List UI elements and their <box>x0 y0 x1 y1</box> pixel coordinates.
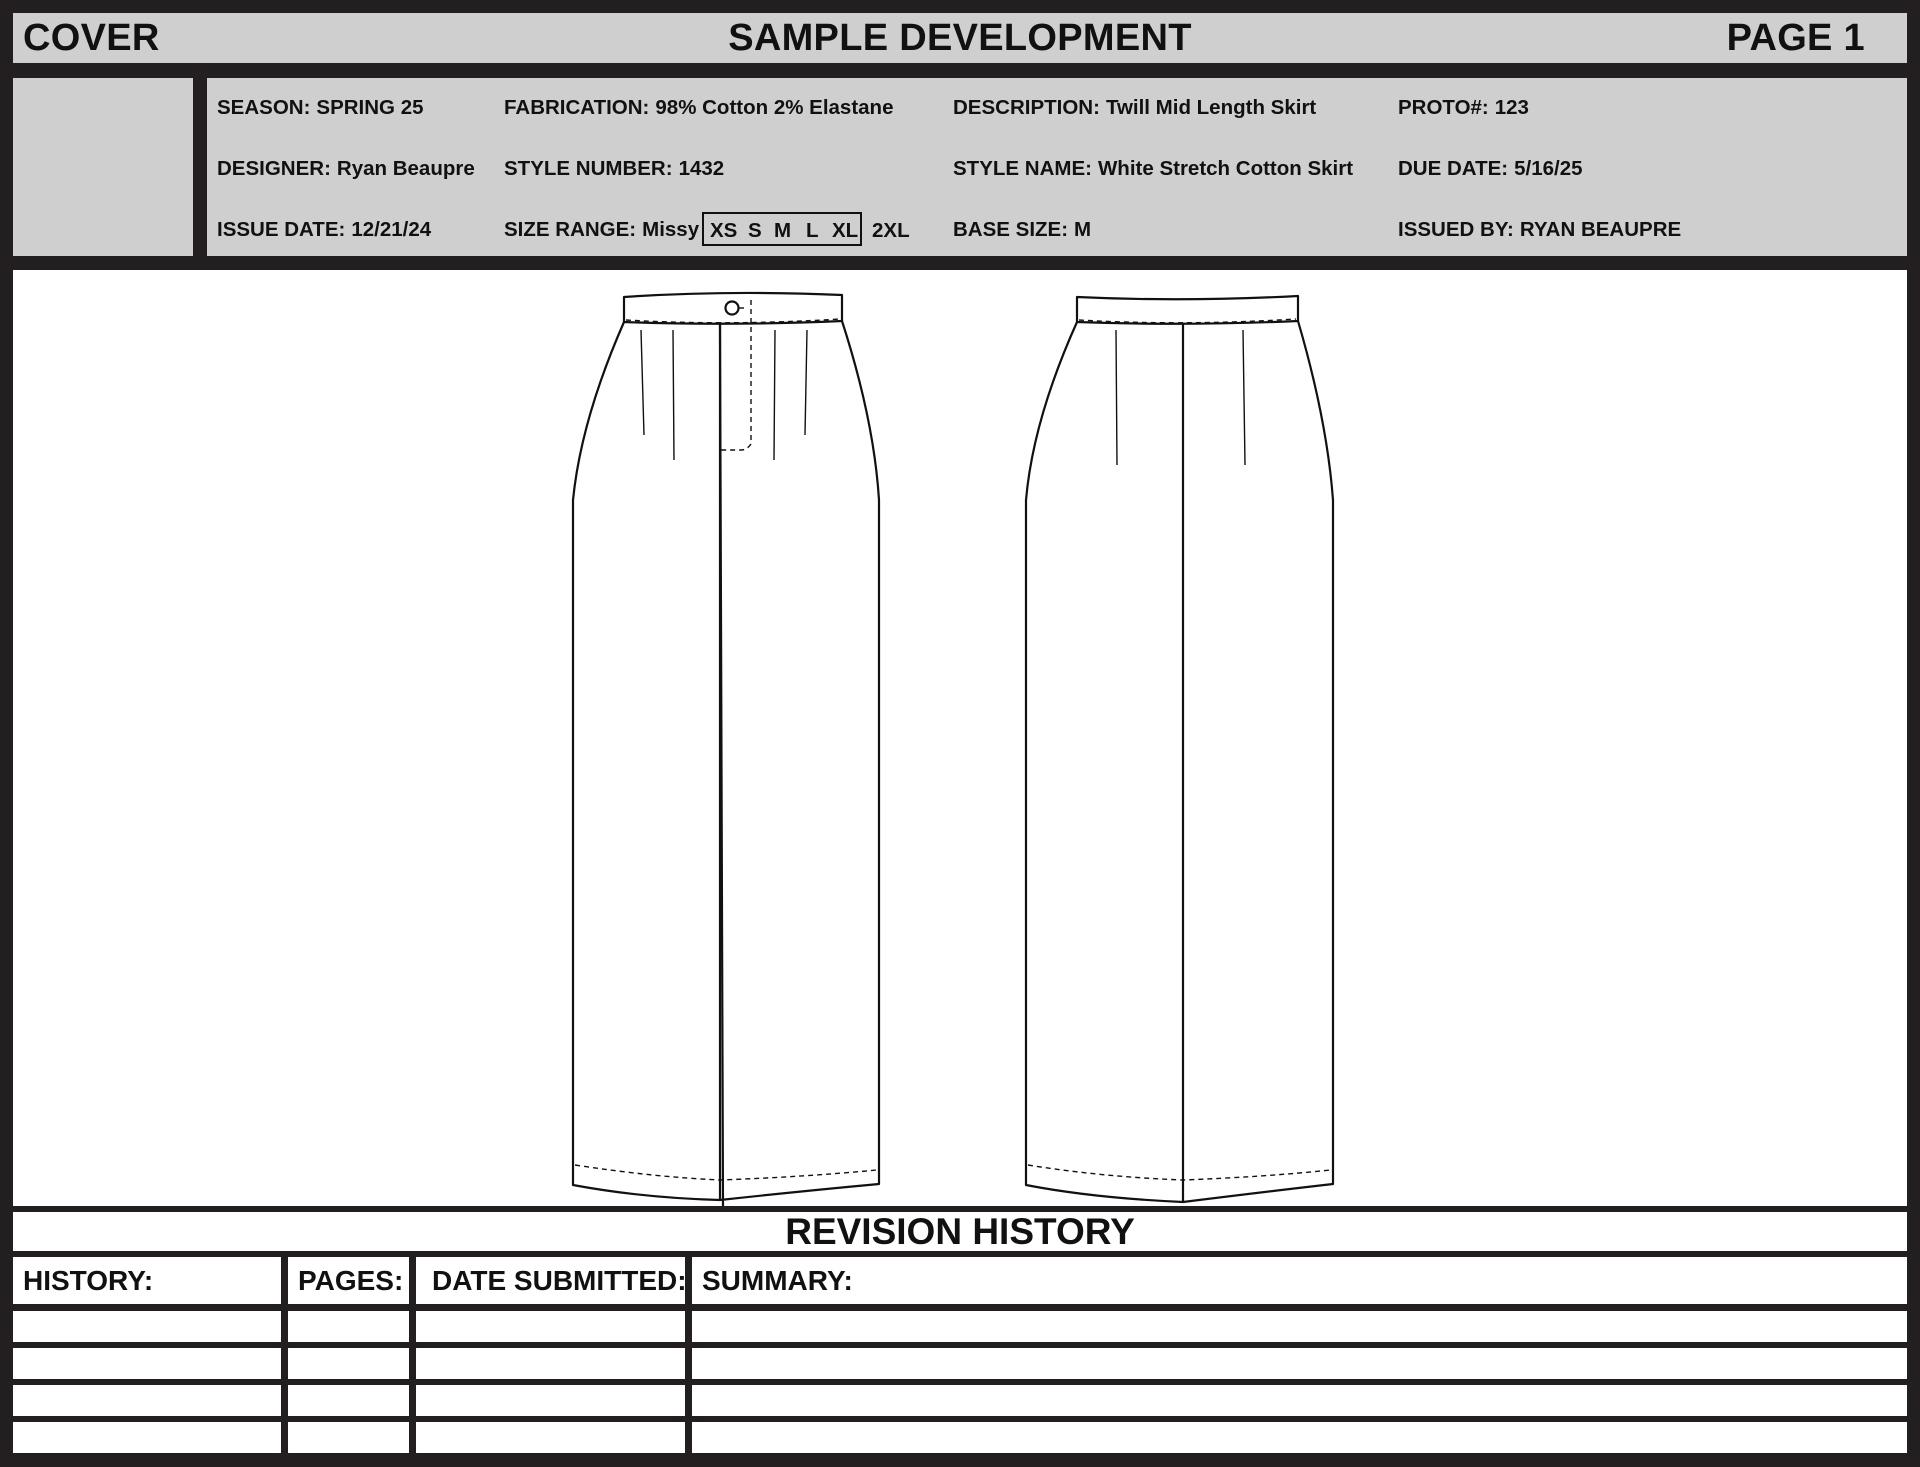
proto-field <box>1398 96 1529 120</box>
col-summary-header <box>692 1257 1907 1304</box>
table-row-2-pages[interactable] <box>288 1348 409 1379</box>
header-bar <box>13 13 1907 63</box>
col-history-label: HISTORY: <box>23 1265 154 1296</box>
col-pages-label: PAGES: <box>298 1265 404 1296</box>
proto-label: PROTO#: <box>1398 96 1489 119</box>
col-summary-label: SUMMARY: <box>702 1265 853 1296</box>
issued-by-label: ISSUED BY: <box>1398 218 1514 241</box>
section-label: COVER <box>23 17 160 59</box>
description-value: Twill Mid Length Skirt <box>1105 96 1317 119</box>
size-m: M <box>774 219 792 242</box>
table-row-3-history[interactable] <box>13 1385 281 1416</box>
issue-date-label: ISSUE DATE: <box>217 218 346 241</box>
front-right-panel <box>720 321 879 1200</box>
front-waistband <box>624 293 842 324</box>
skirt-flat-sketches <box>13 270 1907 1206</box>
revision-history-band <box>13 1212 1907 1251</box>
table-row-1-history[interactable] <box>13 1311 281 1342</box>
table-row-1-summary[interactable] <box>692 1311 1907 1342</box>
size-s: S <box>748 219 762 242</box>
table-row-2-summary[interactable] <box>692 1348 1907 1379</box>
season-field <box>217 96 424 120</box>
skirt-front-view <box>573 293 879 1206</box>
style-name-field <box>953 157 1353 181</box>
table-row-4-date[interactable] <box>416 1422 685 1453</box>
back-right-panel <box>1183 321 1333 1202</box>
table-row-3-pages[interactable] <box>288 1385 409 1416</box>
col-history-header <box>13 1257 281 1304</box>
col-pages-header <box>288 1257 409 1304</box>
document-title: SAMPLE DEVELOPMENT <box>728 17 1192 59</box>
button-icon <box>726 302 739 315</box>
skirt-back-view <box>1026 296 1333 1202</box>
table-row-4-summary[interactable] <box>692 1422 1907 1453</box>
front-left-panel <box>573 322 720 1200</box>
fabrication-label: FABRICATION: <box>504 96 650 119</box>
size-range-label: SIZE RANGE: <box>504 218 637 241</box>
due-date-value: 5/16/25 <box>1514 157 1583 180</box>
table-row-1-pages[interactable] <box>288 1311 409 1342</box>
issued-by-value: RYAN BEAUPRE <box>1519 218 1682 241</box>
size-xs: XS <box>710 219 738 242</box>
technical-sketch-area <box>13 270 1907 1206</box>
style-number-value: 1432 <box>678 157 725 180</box>
description-field <box>953 96 1316 120</box>
issued-by-field <box>1398 218 1681 242</box>
table-row-2-date[interactable] <box>416 1348 685 1379</box>
proto-value: 123 <box>1494 96 1529 119</box>
season-value: SPRING 25 <box>316 96 424 119</box>
season-label: SEASON: <box>217 96 311 119</box>
size-xl: XL <box>832 219 859 242</box>
table-row-1-date[interactable] <box>416 1311 685 1342</box>
table-row-2-history[interactable] <box>13 1348 281 1379</box>
style-name-value: White Stretch Cotton Skirt <box>1097 157 1354 180</box>
table-row-3-summary[interactable] <box>692 1385 1907 1416</box>
table-row-4-pages[interactable] <box>288 1422 409 1453</box>
page-number: PAGE 1 <box>1726 17 1865 59</box>
fabrication-field <box>504 96 893 120</box>
style-number-label: STYLE NUMBER: <box>504 157 673 180</box>
description-label: DESCRIPTION: <box>953 96 1100 119</box>
back-waistband <box>1077 296 1298 324</box>
col-date-submitted-label: DATE SUBMITTED: <box>432 1265 687 1296</box>
logo-placeholder <box>13 78 193 256</box>
style-name-label: STYLE NAME: <box>953 157 1092 180</box>
issue-date-field <box>217 218 431 242</box>
size-range-field <box>504 218 699 242</box>
style-number-field <box>504 157 724 181</box>
base-size-field <box>953 218 1091 242</box>
designer-label: DESIGNER: <box>217 157 331 180</box>
designer-value: Ryan Beaupre <box>336 157 475 180</box>
size-2xl: 2XL <box>872 219 910 242</box>
base-size-value: M <box>1074 218 1092 241</box>
fabrication-value: 98% Cotton 2% Elastane <box>655 96 894 119</box>
revision-history-title: REVISION HISTORY <box>785 1211 1135 1252</box>
base-size-label: BASE SIZE: <box>953 218 1069 241</box>
due-date-label: DUE DATE: <box>1398 157 1509 180</box>
issue-date-value: 12/21/24 <box>351 218 432 241</box>
table-row-4-history[interactable] <box>13 1422 281 1453</box>
designer-field <box>217 157 475 181</box>
size-range-value: Missy <box>642 218 700 241</box>
size-l: L <box>806 219 819 242</box>
back-left-panel <box>1026 322 1183 1202</box>
table-row-3-date[interactable] <box>416 1385 685 1416</box>
col-date-submitted-header <box>416 1257 685 1304</box>
due-date-field <box>1398 157 1583 181</box>
